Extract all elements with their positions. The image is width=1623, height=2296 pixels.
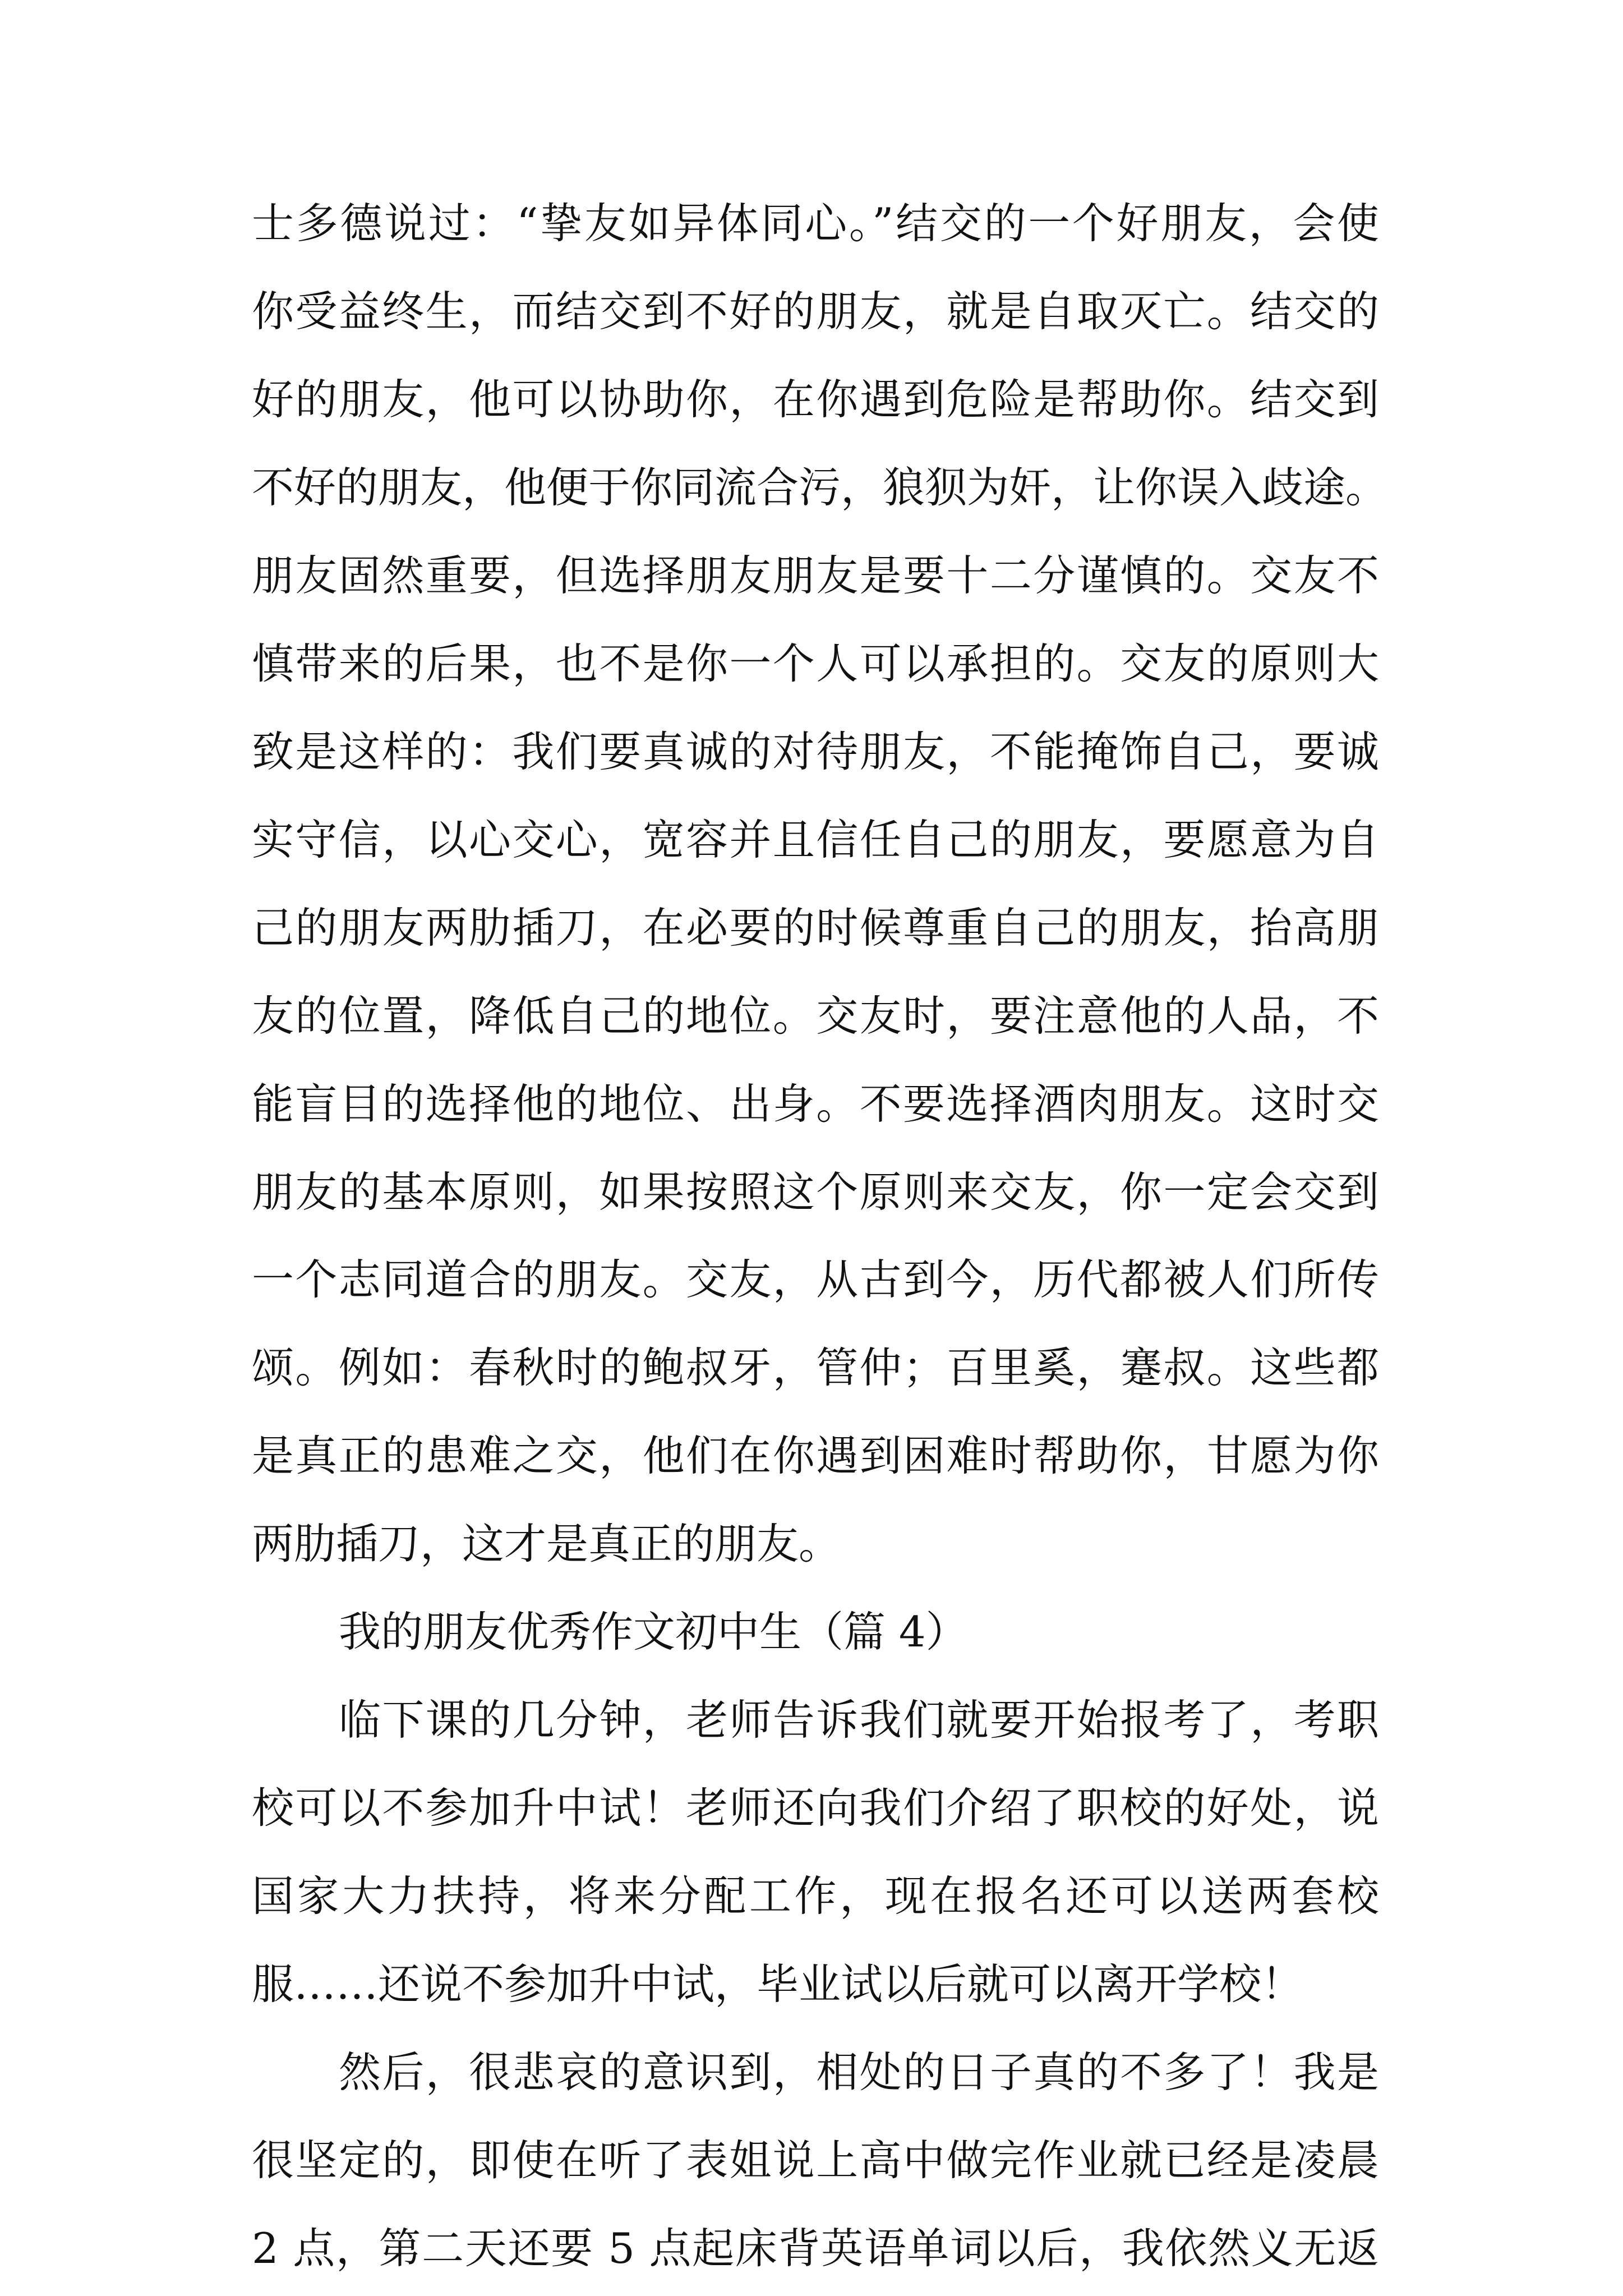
paragraph-2-line-2: 校可以不参加升中试！老师还向我们介绍了职校的好处，说 — [252, 1783, 1379, 1833]
paragraph-1-line-11: 能盲目的选择他的地位、出身。不要选择酒肉朋友。这时交 — [252, 1079, 1379, 1129]
paragraph-1-line-6: 慎带来的后果，也不是你一个人可以承担的。交友的原则大 — [252, 639, 1379, 688]
paragraph-2-line-4: 服……还说不参加升中试，毕业试以后就可以离开学校！ — [252, 1959, 1304, 2009]
paragraph-1-line-7: 致是这样的：我们要真诚的对待朋友，不能掩饰自己，要诚 — [252, 727, 1379, 776]
paragraph-3-line-3: 2 点，第二天还要 5 点起床背英语单词以后，我依然义无返 — [252, 2224, 1379, 2273]
paragraph-3-line-1: 然后，很悲哀的意识到，相处的日子真的不多了！我是 — [339, 2047, 1379, 2097]
section-heading: 我的朋友优秀作文初中生（篇 4） — [339, 1607, 968, 1657]
paragraph-1-line-1: 士多德说过：“挚友如异体同心。”结交的一个好朋友，会使 — [252, 199, 1379, 248]
paragraph-1-line-12: 朋友的基本原则，如果按照这个原则来交友，你一定会交到 — [252, 1167, 1379, 1217]
paragraph-1-line-13: 一个志同道合的朋友。交友，从古到今，历代都被人们所传 — [252, 1255, 1379, 1304]
paragraph-1-line-5: 朋友固然重要，但选择朋友朋友是要十二分谨慎的。交友不 — [252, 551, 1379, 600]
paragraph-1-line-16: 两肋插刀，这才是真正的朋友。 — [252, 1519, 841, 1568]
paragraph-2-line-1: 临下课的几分钟，老师告诉我们就要开始报考了，考职 — [339, 1695, 1379, 1745]
paragraph-1-line-10: 友的位置，降低自己的地位。交友时，要注意他的人品，不 — [252, 991, 1379, 1041]
paragraph-1-line-4: 不好的朋友，他便于你同流合污，狼狈为奸，让你误入歧途。 — [252, 463, 1388, 512]
paragraph-2-line-3: 国家大力扶持，将来分配工作，现在报名还可以送两套校 — [252, 1871, 1379, 1921]
paragraph-3-line-2: 很坚定的，即使在听了表姐说上高中做完作业就已经是凌晨 — [252, 2136, 1379, 2185]
paragraph-1-line-3: 好的朋友，他可以协助你，在你遇到危险是帮助你。结交到 — [252, 375, 1379, 424]
paragraph-1-line-14: 颂。例如：春秋时的鲍叔牙，管仲；百里奚，蹇叔。这些都 — [252, 1343, 1379, 1392]
paragraph-1-line-8: 实守信，以心交心，宽容并且信任自己的朋友，要愿意为自 — [252, 815, 1379, 864]
paragraph-1-line-2: 你受益终生，而结交到不好的朋友，就是自取灭亡。结交的 — [252, 287, 1379, 336]
paragraph-1-line-9: 己的朋友两肋插刀，在必要的时候尊重自己的朋友，抬高朋 — [252, 903, 1379, 953]
paragraph-1-line-15: 是真正的患难之交，他们在你遇到困难时帮助你，甘愿为你 — [252, 1431, 1379, 1480]
